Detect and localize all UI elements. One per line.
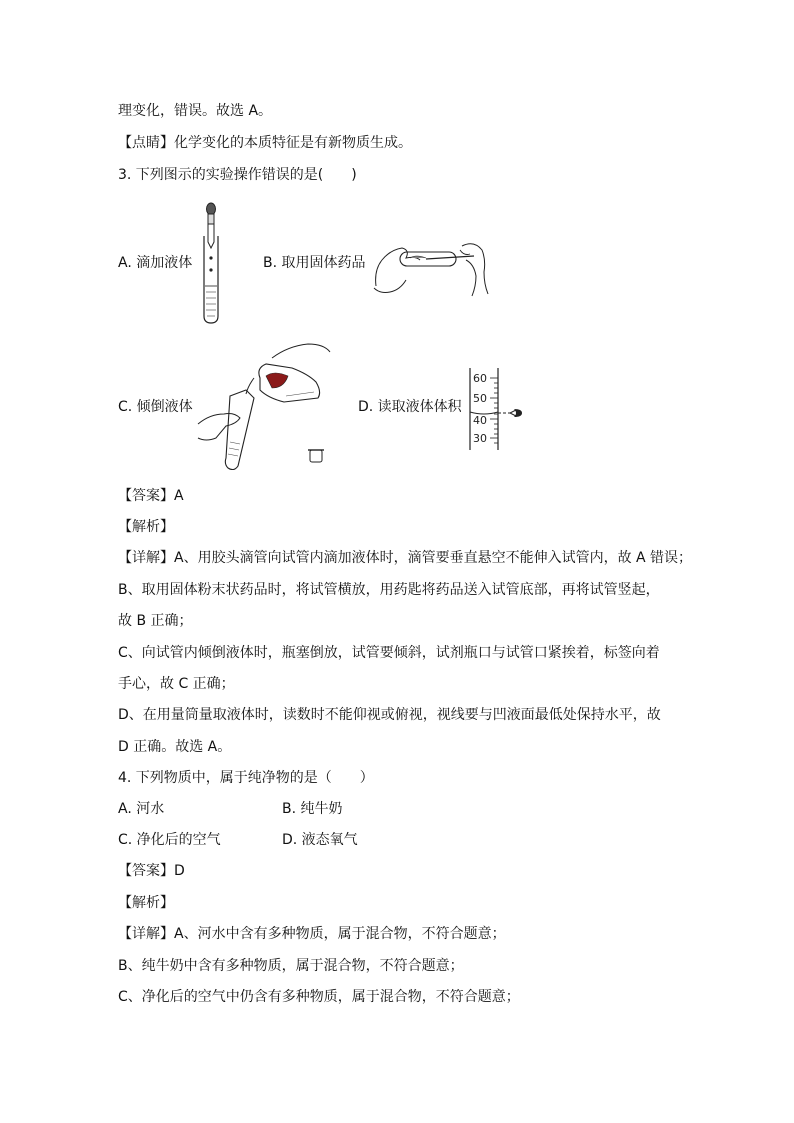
text-line: B、取用固体粉末状药品时，将试管横放，用药匙将药品送入试管底部，再将试管竖起， [118, 582, 660, 598]
cylinder-tick-label: 40 [473, 414, 487, 427]
text-line: 【答案】A [118, 488, 184, 504]
cylinder-tick-label: 50 [473, 392, 487, 405]
text-line: D 正确。故选 A。 [118, 739, 232, 755]
q4-option-b: B. 纯牛奶 [282, 801, 343, 817]
text-line: 故 B 正确； [118, 613, 193, 629]
text-line: B、纯牛奶中含有多种物质，属于混合物，不符合题意； [118, 958, 464, 974]
dropper-test-tube-figure [196, 200, 226, 326]
q4-option-c: C. 净化后的空气 [118, 832, 221, 848]
q4-option-d: D. 液态氧气 [282, 832, 358, 848]
text-line: C、净化后的空气中仍含有多种物质，属于混合物，不符合题意； [118, 989, 520, 1005]
graduated-cylinder-figure [466, 366, 524, 452]
question-4-stem: 4. 下列物质中，属于纯净物的是（ ） [118, 770, 374, 786]
cylinder-tick-label: 30 [473, 432, 487, 445]
q3-option-b-label: B. 取用固体药品 [263, 255, 366, 271]
question-3-stem: 3. 下列图示的实验操作错误的是( ) [118, 167, 357, 183]
text-line: 【详解】A、用胶头滴管向试管内滴加液体时，滴管要垂直悬空不能伸入试管内，故 A 错误； [118, 550, 693, 566]
text-line: 【点睛】化学变化的本质特征是有新物质生成。 [118, 135, 412, 151]
text-line: 理变化，错误。故选 A。 [118, 103, 273, 119]
text-line: 【详解】A、河水中含有多种物质，属于混合物，不符合题意； [118, 926, 506, 942]
pouring-liquid-figure [196, 338, 336, 470]
q4-option-a: A. 河水 [118, 801, 165, 817]
q3-option-c-label: C. 倾倒液体 [118, 399, 193, 415]
text-line: D、在用量筒量取液体时，读数时不能仰视或俯视，视线要与凹液面最低处保持水平，故 [118, 707, 661, 723]
text-line: 【解析】 [118, 519, 174, 535]
q3-option-a-label: A. 滴加液体 [118, 255, 193, 271]
cylinder-tick-label: 60 [473, 372, 487, 385]
text-line: C、向试管内倾倒液体时，瓶塞倒放，试管要倾斜，试剂瓶口与试管口紧挨着，标签向着 [118, 645, 660, 661]
text-line: 【答案】D [118, 863, 185, 879]
text-line: 【解析】 [118, 895, 174, 911]
text-line: 手心，故 C 正确； [118, 676, 235, 692]
q3-option-d-label: D. 读取液体体积 [358, 399, 462, 415]
hands-test-tube-spatula-figure [370, 236, 494, 298]
